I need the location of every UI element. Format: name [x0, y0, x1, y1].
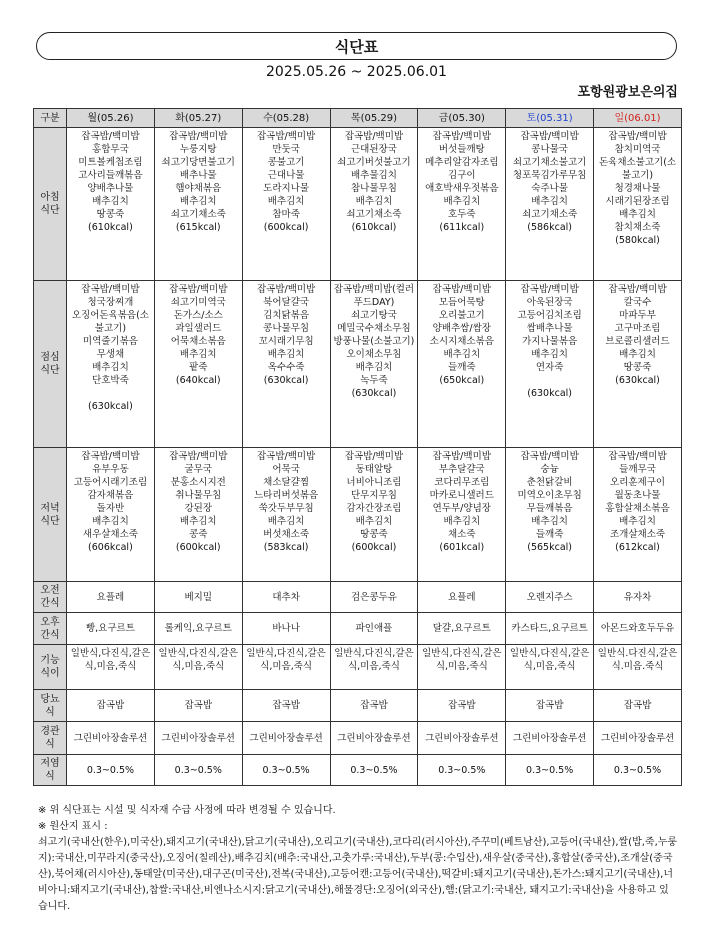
menu-item: 도라지나물 — [263, 183, 310, 194]
menu-item: 채소달걀찜 — [263, 477, 310, 488]
menu-cell — [330, 448, 418, 582]
menu-cell: 일반식,다진식,갈은식,미음,죽식 — [330, 645, 418, 690]
menu-item: 쇠고기미역국 — [170, 297, 226, 308]
row-label: 오후 간식 — [34, 613, 67, 645]
menu-item: 배추김치 — [443, 196, 481, 207]
row-label: 오전 간식 — [34, 582, 67, 613]
menu-item: 메추리알감자조림 — [425, 157, 499, 168]
menu-item: 숭늉 — [540, 464, 559, 475]
menu-cell: 달걀,요구르트 — [418, 613, 506, 645]
menu-item: 분홍소시지전 — [170, 477, 226, 488]
menu-item: 배추김치 — [443, 516, 481, 527]
menu-cell: 그린비아장솔루션 — [67, 722, 155, 755]
menu-item: (615kcal) — [175, 222, 221, 233]
menu-item: 잡곡밥/백미밥 — [256, 131, 316, 142]
menu-item: (612kcal) — [615, 542, 660, 553]
menu-item: 팥죽 — [189, 362, 208, 373]
menu-item: 오리불고기 — [438, 310, 485, 321]
menu-cell — [418, 281, 506, 448]
menu-item: 호두죽 — [448, 209, 476, 220]
menu-cell: 일반식,다진식,갈은식,미음,죽식 — [67, 645, 155, 690]
menu-item: 배추물김치 — [351, 170, 397, 181]
day-header: 월(05.26) — [67, 109, 155, 128]
menu-item: 홍합무국 — [92, 144, 129, 155]
menu-cell: 0.3~0.5% — [154, 755, 242, 786]
menu-item: 햄야채볶음 — [175, 183, 222, 194]
menu-cell: 일반식,다진식,갈은식,미음,죽식 — [154, 645, 242, 690]
menu-table — [33, 108, 682, 786]
menu-item: 굴무국 — [184, 464, 213, 475]
menu-item: 너비아니조림 — [346, 477, 402, 488]
menu-cell — [418, 128, 506, 281]
menu-cell: 일반식,다진식,갈은식,미음,죽식 — [506, 645, 594, 690]
page-title: 식단표 — [334, 37, 379, 56]
menu-item: 메밀국수채소무침 — [337, 323, 411, 334]
menu-item: 고등어김치조림 — [517, 310, 582, 321]
menu-item: 부추달걀국 — [438, 464, 485, 475]
menu-item: 단무지무침 — [351, 490, 397, 501]
row-low-salt — [34, 755, 682, 786]
row-pm-snack — [34, 613, 682, 645]
menu-item: 배추김치 — [179, 516, 217, 527]
menu-cell: 0.3~0.5% — [67, 755, 155, 786]
menu-item: 연두부/양념장 — [432, 503, 491, 514]
menu-cell: 카스타드,요구르트 — [506, 613, 594, 645]
menu-item: 잡곡밥/백미밥 — [169, 451, 228, 462]
menu-item: 쌈배추나물 — [526, 323, 573, 334]
menu-cell: 검은콩두유 — [330, 582, 418, 613]
menu-item: 들깨죽 — [448, 362, 476, 373]
day-header: 목(05.29) — [330, 109, 418, 128]
menu-item: 미트볼케첩조림 — [78, 157, 143, 168]
menu-item: 배추김치 — [267, 349, 305, 360]
menu-item: 오리훈제구이 — [610, 477, 666, 488]
header-corner: 구분 — [34, 109, 67, 128]
row-dinner — [34, 448, 682, 582]
menu-item: (610kcal) — [88, 222, 133, 233]
menu-item: 배추김치 — [619, 209, 656, 220]
menu-cell: 잡곡밥 — [330, 690, 418, 722]
menu-item: (630kcal) — [527, 388, 572, 399]
menu-item: 어묵채소볶음 — [170, 336, 226, 347]
menu-item: (600kcal) — [351, 542, 397, 553]
menu-item: 아욱된장국 — [526, 297, 573, 308]
menu-item: 연자죽 — [535, 362, 564, 373]
menu-item: 쇠고기채소불고기 — [512, 157, 587, 168]
menu-item: 잡곡밥/백미밥 — [256, 451, 316, 462]
menu-cell: 베지밀 — [154, 582, 242, 613]
menu-cell — [67, 281, 155, 448]
menu-item: 배추김치 — [92, 196, 129, 207]
menu-item: 콩나물무침 — [263, 323, 310, 334]
menu-item: 배추김치 — [92, 516, 129, 527]
menu-item: 잡곡밥/백미밥(컬러푸드DAY) — [333, 284, 415, 308]
menu-cell: 아몬드와호두두유 — [594, 613, 682, 645]
menu-cell: 요플레 — [67, 582, 155, 613]
menu-item: 고사리들깨볶음 — [78, 170, 143, 181]
menu-item: (630kcal) — [88, 401, 133, 412]
menu-item: 배추김치 — [179, 349, 217, 360]
menu-item: 취나물무침 — [175, 490, 222, 501]
menu-item: 쇠고기채소죽 — [346, 209, 402, 220]
menu-cell: 파인애플 — [330, 613, 418, 645]
menu-item: 땅콩죽 — [360, 529, 388, 540]
menu-item: 참치채소죽 — [614, 222, 661, 233]
menu-item: 마파두부 — [619, 310, 656, 321]
menu-item: 참치미역국 — [614, 144, 661, 155]
menu-item: 잡곡밥/백미밥 — [608, 284, 667, 295]
menu-item: 양배추쌈/쌈장 — [432, 323, 491, 334]
menu-cell: 그린비아장솔루션 — [242, 722, 330, 755]
menu-item: 잡곡밥/백미밥 — [344, 131, 404, 142]
menu-item: 배추나물 — [179, 170, 217, 181]
row-lunch — [34, 281, 682, 448]
row-tube — [34, 722, 682, 755]
menu-item: 쑥갓두부무침 — [258, 503, 314, 514]
menu-cell: 일반식.다진식,갈은식.미음.죽식 — [594, 645, 682, 690]
menu-cell — [154, 448, 242, 582]
menu-item: 잡곡밥/백미밥 — [81, 451, 140, 462]
menu-item: 유부우동 — [92, 464, 129, 475]
menu-item: 배추김치 — [355, 516, 393, 527]
menu-item: 어묵국 — [272, 464, 300, 475]
menu-item: 배추김치 — [355, 196, 393, 207]
menu-item: 땅콩죽 — [96, 209, 125, 220]
menu-item: 강된장 — [184, 503, 213, 514]
menu-item: 콩나물국 — [531, 144, 568, 155]
menu-item: 잡곡밥/백미밥 — [608, 131, 667, 142]
menu-cell — [594, 448, 682, 582]
menu-cell — [418, 448, 506, 582]
menu-item: 만둣국 — [272, 144, 300, 155]
menu-item: 소시지채소볶음 — [429, 336, 494, 347]
change-notice: ※ 위 식단표는 시설 및 식자재 수급 사정에 따라 변경될 수 있습니다. — [38, 805, 336, 816]
day-header: 금(05.30) — [418, 109, 506, 128]
menu-item: 잡곡밥/백미밥 — [608, 451, 667, 462]
menu-item: 감자채볶음 — [87, 490, 134, 501]
menu-item: 돌자반 — [96, 503, 125, 514]
menu-period: 2025.05.26 ~ 2025.06.01 — [266, 64, 447, 80]
menu-cell: 0.3~0.5% — [330, 755, 418, 786]
menu-item: 쇠고기탕국 — [351, 310, 397, 321]
menu-item: 배추김치 — [619, 516, 656, 527]
menu-item: 배추김치 — [92, 362, 129, 373]
menu-item: 배추김치 — [355, 362, 393, 373]
menu-cell — [242, 128, 330, 281]
menu-cell: 롤케익,요구르트 — [154, 613, 242, 645]
day-header: 수(05.28) — [242, 109, 330, 128]
menu-item: 배추김치 — [179, 196, 217, 207]
menu-item: (580kcal) — [615, 235, 660, 246]
menu-item: 잡곡밥/백미밥 — [520, 131, 579, 142]
menu-cell: 잡곡밥 — [242, 690, 330, 722]
menu-cell: 0.3~0.5% — [506, 755, 594, 786]
menu-item: 잡곡밥/백미밥 — [520, 451, 579, 462]
menu-cell: 바나나 — [242, 613, 330, 645]
menu-item — [508, 374, 591, 387]
menu-item: 쇠고기채소죽 — [522, 209, 578, 220]
menu-item: 잡곡밥/백미밥 — [169, 131, 228, 142]
menu-cell: 그린비아장솔루션 — [594, 722, 682, 755]
menu-cell — [594, 281, 682, 448]
menu-item: 잡곡밥/백미밥 — [81, 284, 140, 295]
menu-item: 배추김치 — [531, 516, 568, 527]
menu-item: 근대나물 — [267, 170, 305, 181]
menu-cell: 일반식,다진식,갈은식,미음,죽식 — [418, 645, 506, 690]
menu-item: 잡곡밥/백미밥 — [432, 131, 491, 142]
menu-cell: 잡곡밥 — [154, 690, 242, 722]
row-am-snack — [34, 582, 682, 613]
menu-item: 쇠고기당면불고기 — [161, 157, 235, 168]
menu-item: (630kcal) — [263, 375, 309, 386]
menu-item: 고등어시래기조림 — [73, 477, 148, 488]
menu-item: (565kcal) — [527, 542, 572, 553]
menu-item: 참마죽 — [272, 209, 300, 220]
menu-cell — [242, 448, 330, 582]
menu-item: 김치닭볶음 — [263, 310, 310, 321]
page-title-box — [36, 32, 677, 60]
menu-cell: 그린비아장솔루션 — [418, 722, 506, 755]
menu-item: 누룽지탕 — [179, 144, 217, 155]
menu-item: 배추김치 — [267, 196, 305, 207]
menu-item: 쇠고기버섯불고기 — [337, 157, 411, 168]
menu-cell: 오렌지주스 — [506, 582, 594, 613]
menu-item: 칼국수 — [623, 297, 652, 308]
menu-cell: 잡곡밥 — [67, 690, 155, 722]
menu-item: (650kcal) — [439, 375, 485, 386]
menu-cell: 잡곡밥 — [594, 690, 682, 722]
menu-item: (640kcal) — [175, 375, 221, 386]
menu-item: 코다리무조림 — [434, 477, 490, 488]
row-breakfast — [34, 128, 682, 281]
menu-item: 돈육채소불고기(소불고기) — [598, 157, 677, 181]
menu-item: 마카로니샐러드 — [429, 490, 494, 501]
menu-item: 버섯들깨탕 — [438, 144, 485, 155]
menu-item: (600kcal) — [263, 222, 309, 233]
origin-heading: ※ 원산지 표시 : — [38, 821, 108, 832]
menu-item: 오징어돈육볶음(소불고기) — [71, 310, 149, 334]
menu-cell — [594, 128, 682, 281]
organization-name: 포항원광보은의집 — [577, 85, 678, 100]
menu-cell: 그린비아장솔루션 — [506, 722, 594, 755]
menu-item: (630kcal) — [615, 375, 660, 386]
day-header-saturday: 토(05.31) — [506, 109, 594, 128]
menu-item: 느타리버섯볶음 — [253, 490, 319, 501]
menu-item: 들깨무국 — [619, 464, 656, 475]
menu-cell — [242, 281, 330, 448]
menu-item: (630kcal) — [351, 388, 397, 399]
menu-item: 배추김치 — [443, 349, 481, 360]
menu-item: (611kcal) — [439, 222, 485, 233]
menu-item: 양배추나물 — [87, 183, 134, 194]
row-label: 아침 식단 — [34, 128, 67, 281]
menu-item: (583kcal) — [263, 542, 309, 553]
menu-cell: 0.3~0.5% — [242, 755, 330, 786]
menu-cell — [67, 448, 155, 582]
menu-item: 감자간장조림 — [346, 503, 402, 514]
menu-item: 청경채나물 — [614, 183, 661, 194]
menu-item: (606kcal) — [88, 542, 133, 553]
menu-item: 땅콩죽 — [623, 362, 652, 373]
menu-item: 무들깨볶음 — [526, 503, 573, 514]
menu-item: 모듬어묵탕 — [438, 297, 485, 308]
menu-cell — [154, 281, 242, 448]
origin-details: 쇠고기(국내산(한우),미국산),돼지고기(국내산),닭고기(국내산),오리고기(국내산),코다리(러시아산),주꾸미(베트남산),고등어(국내산),쌀(밥,죽,누룽지):국내산,미꾸라지(중국산),오징어(칠레산),배추김치(배추:국내산,고춧가루:국내산),두부(콩:수입산),새우살(중국산),홍합살(중국산),조개살(중국산),북어채(러시아산),동태알(미국산),대구곤(미국산),전복(국내산),고등어캔:고등어(국내산),떡갈비:돼지고기(국내산),돈가스:돼지고기(국내산),너비아니:돼지고기(국내산),찹쌀:국내산,비엔나소시지:닭고기(국내산),해물경단:오징어(외국산),햄:(닭고기:국내산, 돼지고기:국내산)을 사용하고 있습니다. — [38, 837, 678, 912]
row-label: 저염 식 — [34, 755, 67, 786]
day-header: 화(05.27) — [154, 109, 242, 128]
menu-cell — [330, 281, 418, 448]
menu-item: (586kcal) — [527, 222, 572, 233]
menu-cell: 0.3~0.5% — [594, 755, 682, 786]
menu-item: 버섯채소죽 — [263, 529, 310, 540]
menu-item: 미역오이초무침 — [517, 490, 582, 501]
menu-item: 단호박죽 — [92, 375, 129, 386]
menu-item: 청포묵김가루무침 — [512, 170, 587, 181]
menu-cell: 빵,요구르트 — [67, 613, 155, 645]
menu-item: 잡곡밥/백미밥 — [432, 284, 491, 295]
menu-item: 배추김치 — [531, 196, 568, 207]
menu-item: 돈가스/소스 — [173, 310, 223, 321]
menu-item: 잡곡밥/백미밥 — [81, 131, 140, 142]
menu-item: 잡곡밥/백미밥 — [520, 284, 579, 295]
menu-cell — [154, 128, 242, 281]
menu-item: 브로콜리샐러드 — [605, 336, 670, 347]
menu-cell: 0.3~0.5% — [418, 755, 506, 786]
row-label: 경관 식 — [34, 722, 67, 755]
menu-item — [69, 387, 152, 400]
menu-item: 채소죽 — [448, 529, 476, 540]
menu-item: 잡곡밥/백미밥 — [344, 451, 404, 462]
menu-cell: 요플레 — [418, 582, 506, 613]
row-label: 기능 식이 — [34, 645, 67, 690]
menu-item: 과일샐러드 — [175, 323, 222, 334]
menu-cell: 그린비아장솔루션 — [154, 722, 242, 755]
menu-item: 춘천닭갈비 — [526, 477, 573, 488]
menu-item: (600kcal) — [175, 542, 221, 553]
menu-item: 김구이 — [448, 170, 476, 181]
menu-item: 애호박새우젓볶음 — [425, 183, 499, 194]
menu-item: 콩불고기 — [267, 157, 305, 168]
menu-item: 잡곡밥/백미밥 — [256, 284, 316, 295]
row-diabetic — [34, 690, 682, 722]
menu-item: 미역줄기볶음 — [82, 336, 138, 347]
menu-item: 가지나물볶음 — [522, 336, 578, 347]
menu-item: 새우살채소죽 — [82, 529, 138, 540]
menu-cell — [330, 128, 418, 281]
row-label: 점심 식단 — [34, 281, 67, 448]
notes-section — [38, 803, 678, 915]
menu-item: 북어달걀국 — [263, 297, 310, 308]
menu-cell — [506, 128, 594, 281]
menu-item: 옥수수죽 — [267, 362, 305, 373]
menu-item: 콩죽 — [189, 529, 208, 540]
menu-item: (601kcal) — [439, 542, 485, 553]
menu-cell: 그린비아장솔루션 — [330, 722, 418, 755]
menu-item: 오이채소무침 — [346, 349, 402, 360]
menu-item: 참나물무침 — [351, 183, 397, 194]
menu-item: 고구마조림 — [614, 323, 661, 334]
menu-item: 숙주나물 — [531, 183, 568, 194]
day-header-sunday: 일(06.01) — [594, 109, 682, 128]
menu-item: 홍합살채소볶음 — [605, 503, 670, 514]
menu-item: (610kcal) — [351, 222, 397, 233]
menu-cell: 대추차 — [242, 582, 330, 613]
menu-item: 쇠고기채소죽 — [170, 209, 226, 220]
header-row — [34, 109, 682, 128]
menu-cell: 잡곡밥 — [506, 690, 594, 722]
menu-item: 근대된장국 — [351, 144, 397, 155]
menu-item: 조개살채소죽 — [610, 529, 666, 540]
menu-item: 배추김치 — [531, 349, 568, 360]
menu-item: 꼬시래기무침 — [258, 336, 314, 347]
menu-cell — [67, 128, 155, 281]
menu-item: 월동초나물 — [614, 490, 661, 501]
menu-item: 방풍나물(소불고기) — [333, 336, 415, 347]
menu-cell: 유자차 — [594, 582, 682, 613]
menu-item: 배추김치 — [619, 349, 656, 360]
menu-item: 들깨죽 — [535, 529, 564, 540]
menu-cell: 잡곡밥 — [418, 690, 506, 722]
menu-item: 시래기된장조림 — [605, 196, 670, 207]
menu-item: 청국장찌개 — [87, 297, 134, 308]
menu-item: 무생채 — [96, 349, 125, 360]
menu-item: 잡곡밥/백미밥 — [432, 451, 491, 462]
menu-item: 배추김치 — [267, 516, 305, 527]
row-label: 당뇨 식 — [34, 690, 67, 722]
menu-cell — [506, 281, 594, 448]
menu-item: 녹두죽 — [360, 375, 388, 386]
menu-cell — [506, 448, 594, 582]
row-label: 저녁 식단 — [34, 448, 67, 582]
row-functional — [34, 645, 682, 690]
menu-item: 잡곡밥/백미밥 — [169, 284, 228, 295]
menu-item: 동태알탕 — [355, 464, 393, 475]
menu-cell: 일반식,다진식,갈은식,미음,죽식 — [242, 645, 330, 690]
